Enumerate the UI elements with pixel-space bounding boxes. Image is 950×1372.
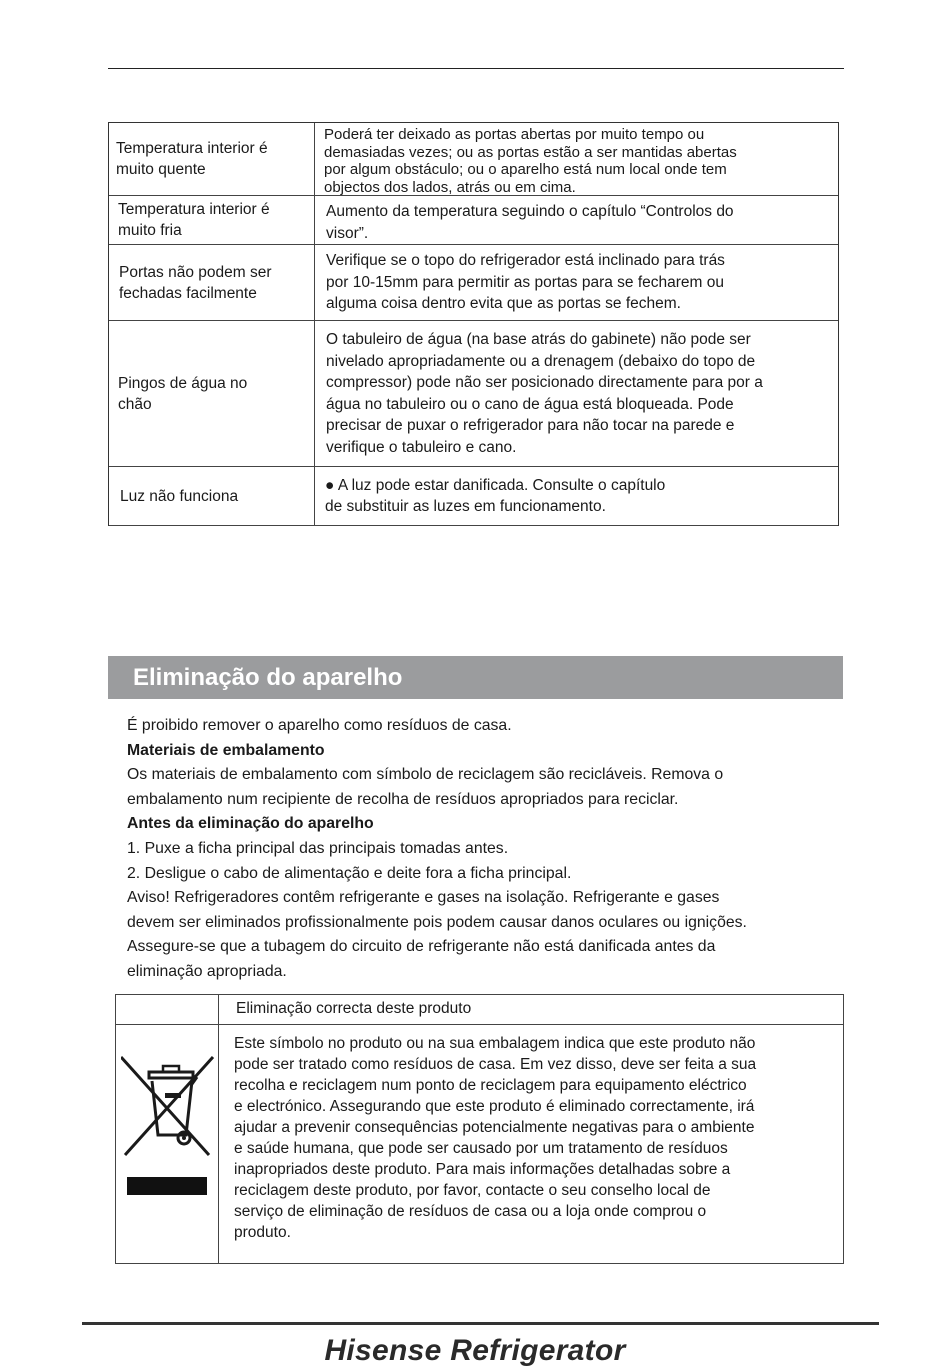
disposal-body (127, 714, 843, 985)
solution-line: alguma coisa dentro evita que as portas se fechem. (326, 295, 681, 313)
problem-line: Pingos de água no (118, 374, 248, 392)
list-item: 1. Puxe a ficha principal das principais tomadas antes. (127, 839, 509, 857)
paragraph: embalamento num recipiente de recolha de resíduos apropriados para reciclar. (127, 790, 679, 808)
description-line: inapropriados deste produto. Para mais informações detalhadas sobre a (234, 1161, 731, 1178)
solution-line: O tabuleiro de água (na base atrás do gabinete) não pode ser (326, 331, 751, 348)
footer-rule (82, 1322, 879, 1325)
problem-line: muito quente (116, 161, 206, 178)
problem-line: Luz não funciona (120, 487, 239, 505)
disposal-table-title: Eliminação correcta deste produto (236, 1000, 472, 1017)
problem-line: fechadas facilmente (119, 284, 257, 302)
description-line: e saúde humana, que pode ser causado por um tratamento de resíduos (234, 1140, 728, 1157)
table-row (109, 123, 838, 196)
problem-line: chão (118, 395, 152, 413)
solution-line: precisar de puxar o refrigerador para não tocar na parede e (326, 417, 735, 434)
disposal-table-header (116, 995, 843, 1025)
solution-line: demasiadas vezes; ou as portas estão a ser mantidas abertas (324, 143, 737, 161)
problem-cell (109, 321, 315, 466)
solution-cell (315, 123, 838, 195)
solution-line: verifique o tabuleiro e cano. (326, 438, 517, 456)
paragraph: Os materiais de embalamento com símbolo de reciclagem são recicláveis. Remova o (127, 766, 724, 784)
description-line: ajudar a prevenir consequências potencialmente negativas para o ambiente (234, 1119, 755, 1136)
list-item: 2. Desligue o cabo de alimentação e deite fora a ficha principal. (127, 864, 572, 882)
solution-cell (315, 245, 838, 320)
solution-line: compressor) pode não ser posicionado directamente para por a (326, 374, 763, 391)
footer-brand: Hisense Refrigerator (324, 1334, 626, 1367)
table-row (109, 245, 838, 321)
solution-cell (315, 467, 838, 525)
subheading: Antes da eliminação do aparelho (127, 815, 374, 833)
problem-line: muito fria (118, 222, 182, 239)
solution-line: visor”. (326, 224, 369, 242)
paragraph: Assegure-se que a tubagem do circuito de refrigerante não está danificada antes da (127, 938, 716, 956)
description-line: e electrónico. Assegurando que este produto é eliminado correctamente, irá (234, 1098, 755, 1115)
solution-line: ● A luz pode estar danificada. Consulte o capítulo (325, 476, 666, 494)
solution-cell (315, 321, 838, 466)
section-title: Eliminação do aparelho (108, 656, 843, 699)
description-line: reciclagem deste produto, por favor, contacte o seu conselho local de (234, 1182, 711, 1199)
problem-cell (109, 196, 315, 244)
problem-cell (109, 245, 315, 320)
description-line: serviço de eliminação de resíduos de casa ou a loja onde comprou o (234, 1203, 707, 1220)
solution-line: Verifique se o topo do refrigerador está inclinado para trás (326, 252, 725, 270)
paragraph: Aviso! Refrigeradores contêm refrigerante e gases na isolação. Refrigerante e gases (127, 889, 720, 907)
crossed-out-wheelie-bin-icon (121, 1055, 217, 1206)
table-row (109, 467, 838, 526)
problem-line: Portas não podem ser (119, 263, 272, 281)
top-rule (108, 68, 844, 69)
problem-cell (109, 123, 315, 195)
solution-line: Aumento da temperatura seguindo o capítulo “Controlos do (326, 203, 734, 220)
table-row (109, 321, 838, 467)
solution-line: por 10-15mm para permitir as portas para se fecharem ou (326, 273, 725, 291)
solution-line: Poderá ter deixado as portas abertas por muito tempo ou (324, 126, 705, 143)
description-line: Este símbolo no produto ou na sua embalagem indica que este produto não (234, 1035, 756, 1052)
paragraph: É proibido remover o aparelho como resíduos de casa. (127, 717, 512, 734)
paragraph: eliminação apropriada. (127, 962, 287, 980)
description-line: produto. (234, 1224, 291, 1241)
problem-cell (109, 467, 315, 525)
troubleshooting-table (108, 122, 839, 526)
solution-cell (315, 196, 838, 244)
problem-line: Temperatura interior é (118, 201, 270, 218)
problem-line: Temperatura interior é (116, 140, 268, 157)
solution-line: objectos dos lados, atrás ou em cima. (324, 178, 576, 196)
column-divider (218, 995, 219, 1263)
solution-line: nivelado apropriadamente ou a drenagem (debaixo do topo de (326, 352, 756, 370)
description-line: recolha e reciclagem num ponto de reciclagem para equipamento eléctrico (234, 1077, 747, 1094)
solution-line: por algum obstáculo; ou o aparelho está num local onde tem (324, 161, 727, 178)
disposal-table (115, 994, 844, 1264)
description-line: pode ser tratado como resíduos de casa. Em vez disso, deve ser feita a sua (234, 1056, 757, 1073)
table-row (109, 196, 838, 245)
subheading: Materiais de embalamento (127, 741, 325, 759)
disposal-description (234, 1033, 834, 1243)
solution-line: de substituir as luzes em funcionamento. (325, 498, 606, 515)
solution-line: água no tabuleiro ou o cano de água está bloqueada. Pode (326, 395, 734, 413)
paragraph: devem ser eliminados profissionalmente pois podem causar danos oculares ou ignições. (127, 913, 747, 931)
